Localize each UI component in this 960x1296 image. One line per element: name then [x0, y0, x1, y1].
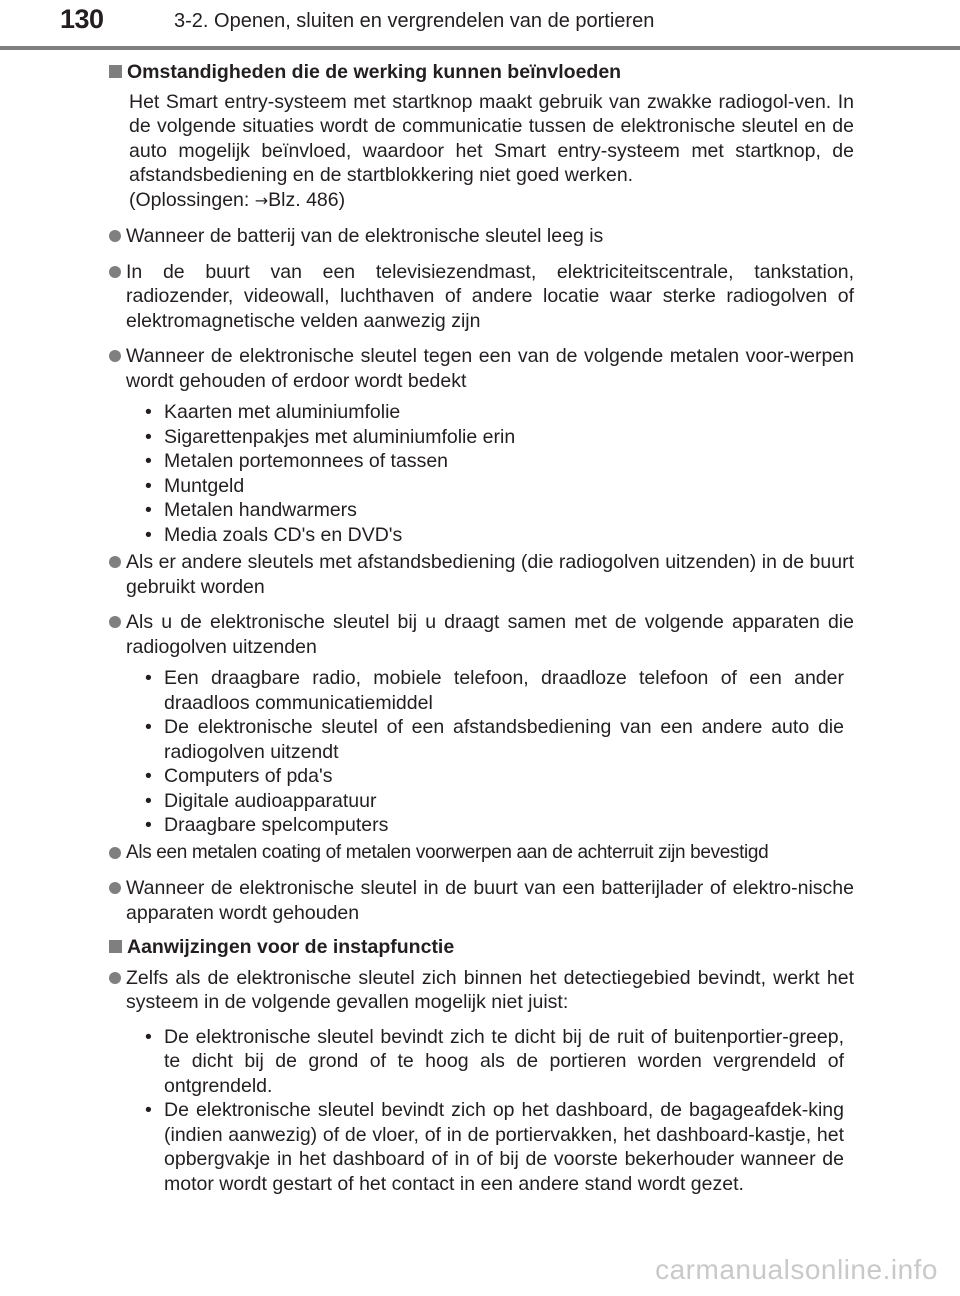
circle-bullet-icon: [109, 847, 121, 859]
sub-list-item: • Metalen handwarmers: [145, 498, 844, 523]
list-item-text: Als er andere sleutels met afstandsbediening (die radiogolven uitzenden) in de buurt gebruikt worden: [126, 551, 854, 598]
intro-paragraph: [109, 90, 854, 214]
list-item: [109, 224, 854, 249]
list-item-text: Als een metalen coating of metalen voorwerpen aan de achterruit zijn bevestigd: [126, 841, 769, 863]
circle-bullet-icon: [109, 556, 121, 568]
list-item-text: Wanneer de elektronische sleutel in de buurt van een batterijlader of elektro-nische apparaten wordt gehouden: [126, 877, 854, 924]
solution-prefix: (Oplossingen:: [129, 188, 255, 211]
sub-list-item: • Draagbare spelcomputers: [145, 813, 844, 838]
sub-list-item: • Kaarten met aluminiumfolie: [145, 400, 844, 425]
square-bullet-icon: [109, 940, 122, 953]
section-title: Omstandigheden die de werking kunnen beïnvloeden: [127, 61, 622, 83]
sub-list-item: • Computers of pda's: [145, 764, 844, 789]
sub-list: [145, 400, 844, 547]
list-item: [109, 610, 854, 659]
watermark-text: carmanualsonline.info: [655, 1254, 938, 1285]
sub-list-item: • Muntgeld: [145, 474, 844, 499]
page-number: 130: [60, 4, 104, 34]
running-header: 3-2. Openen, sluiten en vergrendelen van de portieren: [174, 10, 655, 32]
sub-list-item: • Media zoals CD's en DVD's: [145, 523, 844, 548]
sub-list-item: • Metalen portemonnees of tassen: [145, 449, 844, 474]
square-bullet-icon: [109, 65, 122, 78]
sub-list-item: • De elektronische sleutel bevindt zich op het dashboard, de bagageafdek-king (indien aanwezig) of de vloer, of in de portiervakken, het dashboard-kastje, het opbergvakje in het dashboard of in of bij de voorste bekerhouder wanneer de motor wordt gestart of het contact in een andere stand wordt gezet.: [145, 1098, 844, 1196]
page-content: [109, 60, 854, 1196]
list-item-text: In de buurt van een televisiezendmast, elektriciteitscentrale, tankstation, radiozender, videowall, luchthaven of andere locatie waar sterke radiogolven of elektromagnetische velden aanwezig zijn: [126, 260, 854, 332]
section-title: Aanwijzingen voor de instapfunctie: [127, 936, 455, 958]
list-item-text: Als u de elektronische sleutel bij u draagt samen met de volgende apparaten die radiogolven uitzenden: [126, 611, 854, 658]
sub-list-item: • De elektronische sleutel of een afstandsbediening van een andere auto die radiogolven uitzendt: [145, 715, 844, 764]
list-item: [109, 966, 854, 1015]
circle-bullet-icon: [109, 230, 121, 242]
section-heading: [109, 935, 854, 960]
list-item: [109, 550, 854, 599]
list-item-text: Zelfs als de elektronische sleutel zich binnen het detectiegebied bevindt, werkt het systeem in de volgende gevallen mogelijk niet juist:: [126, 966, 854, 1013]
sub-list-item: • De elektronische sleutel bevindt zich te dicht bij de ruit of buitenportier-greep, te dicht bij de grond of te hoog als de portieren worden vergrendeld of ontgrendeld.: [145, 1025, 844, 1099]
sub-list-item: • Digitale audioapparatuur: [145, 789, 844, 814]
list-item-text: Wanneer de batterij van de elektronische sleutel leeg is: [126, 225, 604, 247]
intro-text: Het Smart entry-systeem met startknop maakt gebruik van zwakke radiogol-ven. In de volgende situaties wordt de communicatie tussen de elektronische sleutel en de auto mogelijk beïnvloed, waardoor het Smart entry-systeem met startknop, de afstandsbediening en de startblokkering niet goed werken.: [129, 90, 854, 186]
list-item-text: Wanneer de elektronische sleutel tegen een van de volgende metalen voor-werpen wordt gehouden of erdoor wordt bedekt: [126, 345, 854, 392]
circle-bullet-icon: [109, 616, 121, 628]
list-item: [109, 841, 854, 866]
sub-list-item: • Sigarettenpakjes met aluminiumfolie erin: [145, 425, 844, 450]
sub-list: [145, 666, 844, 838]
sub-list-item: • Een draagbare radio, mobiele telefoon, draadloze telefoon of een ander draadloos communicatiemiddel: [145, 666, 844, 715]
sub-list: [145, 1025, 844, 1197]
list-item: [109, 876, 854, 925]
arrow-right-icon: →: [254, 190, 269, 210]
header-rule: [0, 46, 960, 50]
section-heading: [109, 60, 854, 85]
page-reference-link[interactable]: Blz. 486): [268, 188, 346, 211]
circle-bullet-icon: [109, 350, 121, 362]
circle-bullet-icon: [109, 266, 121, 278]
list-item: [109, 260, 854, 334]
circle-bullet-icon: [109, 882, 121, 894]
circle-bullet-icon: [109, 972, 121, 984]
list-item: [109, 344, 854, 393]
